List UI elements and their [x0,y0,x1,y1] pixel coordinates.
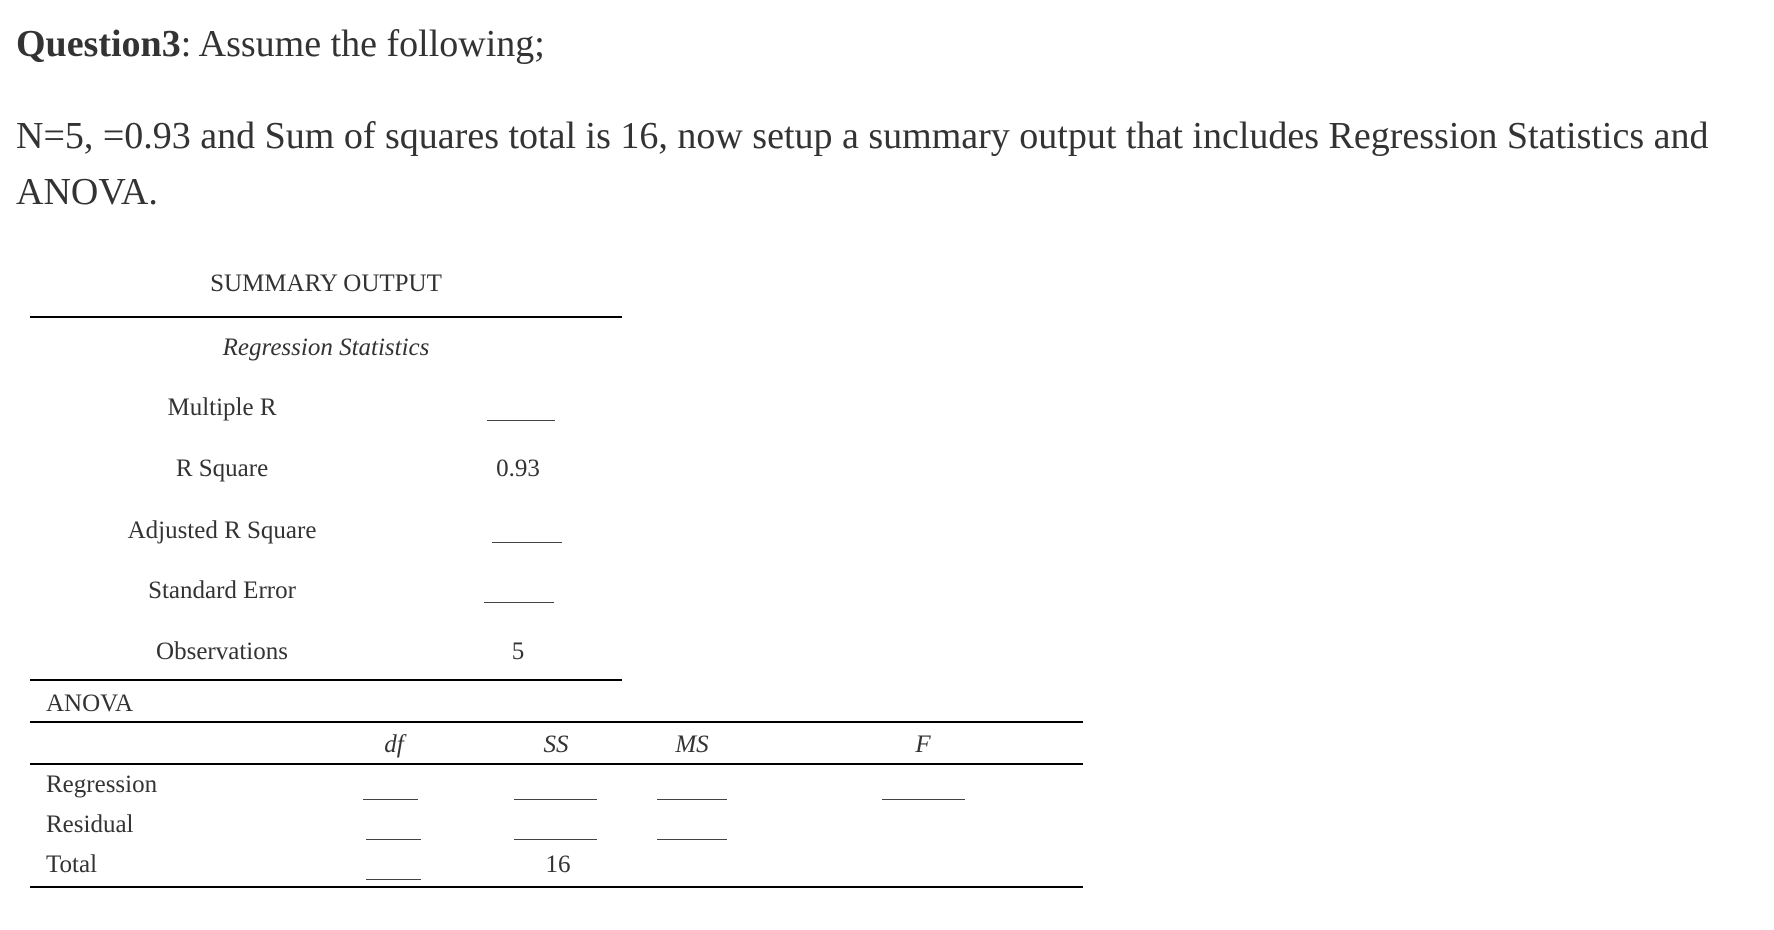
anova-row-residual-label: Residual [46,811,134,838]
question-title [16,20,545,68]
residual-df-blank [366,839,421,840]
adjusted-r-square-blank [492,542,562,543]
stat-value-observations: 5 [511,638,525,665]
residual-ss-blank [514,839,597,840]
question-intro: : Assume the following; [180,23,545,65]
anova-top-rule [30,721,1083,723]
question-body-line2: ANOVA. [16,171,158,213]
regression-df-blank [363,799,418,800]
anova-col-ms: MS [675,731,709,758]
regression-statistics-heading: Regression Statistics [222,334,430,361]
summary-top-rule [30,316,622,318]
anova-title: ANOVA [46,690,134,717]
stat-label-r-square: R Square [175,455,269,482]
regression-f-blank [882,799,965,800]
total-df-blank [366,879,421,880]
stat-label-adjusted-r-square: Adjusted R Square [127,517,317,544]
stat-label-observations: Observations [156,638,288,665]
summary-bottom-rule [30,679,622,681]
residual-ms-blank [657,839,727,840]
question-body-line1: N=5, =0.93 and Sum of squares total is 16, now setup a summary output that includes Regression Statistics and [16,115,1709,157]
anova-col-f: F [915,731,931,758]
question-label: Question3 [16,23,181,65]
stat-label-multiple-r: Multiple R [167,394,277,421]
anova-col-df: df [384,731,404,758]
regression-ms-blank [657,799,727,800]
stat-value-r-square: 0.93 [496,455,540,482]
anova-col-ss: SS [543,731,569,758]
regression-ss-blank [514,799,597,800]
multiple-r-blank [487,420,555,421]
standard-error-blank [484,602,554,603]
stat-label-standard-error: Standard Error [148,577,296,604]
anova-header-rule [30,763,1083,765]
total-ss-value: 16 [545,851,571,878]
anova-row-regression-label: Regression [46,771,158,798]
summary-output-title: SUMMARY OUTPUT [210,270,442,297]
anova-row-total-label: Total [46,851,98,878]
anova-bottom-rule [30,886,1083,888]
